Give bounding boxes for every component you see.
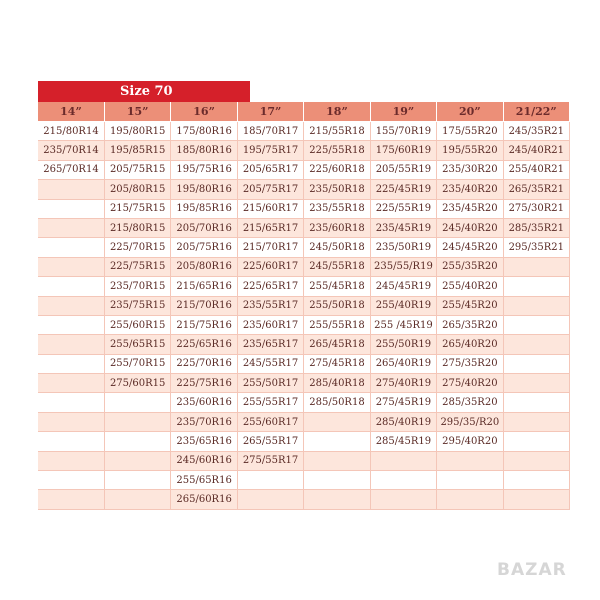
tire-size-cell: 205/80R15 bbox=[104, 180, 170, 199]
tire-size-cell bbox=[104, 393, 170, 412]
tire-size-cell bbox=[38, 296, 104, 315]
tire-size-cell: 285/40R18 bbox=[304, 374, 370, 393]
tire-size-cell: 175/60R19 bbox=[370, 141, 436, 160]
tire-size-cell bbox=[437, 471, 503, 490]
tire-size-cell: 255/65R15 bbox=[104, 335, 170, 354]
tire-size-cell: 235/30R20 bbox=[437, 160, 503, 179]
tire-size-cell: 225/75R16 bbox=[171, 374, 237, 393]
header-17: 17” bbox=[237, 102, 303, 122]
tire-size-cell bbox=[304, 490, 370, 509]
table-row bbox=[38, 354, 570, 373]
tire-size-cell: 295/40R20 bbox=[437, 432, 503, 451]
tire-size-cell bbox=[304, 451, 370, 470]
tire-size-cell: 195/85R15 bbox=[104, 141, 170, 160]
tire-size-cell bbox=[503, 451, 569, 470]
header-20: 20” bbox=[437, 102, 503, 122]
tire-size-cell: 205/75R16 bbox=[171, 238, 237, 257]
tire-size-cell: 265/35R20 bbox=[437, 315, 503, 334]
tire-size-cell: 235/55/R19 bbox=[370, 257, 436, 276]
tire-size-cell bbox=[370, 490, 436, 509]
tire-size-cell bbox=[38, 277, 104, 296]
tire-size-cell: 205/75R17 bbox=[237, 180, 303, 199]
tire-size-cell bbox=[437, 490, 503, 509]
tire-size-cell: 295/35/R20 bbox=[437, 412, 503, 431]
tire-size-cell: 275/60R15 bbox=[104, 374, 170, 393]
tire-size-cell: 235/60R17 bbox=[237, 315, 303, 334]
tire-size-cell: 235/70R14 bbox=[38, 141, 104, 160]
tire-size-cell: 255/60R17 bbox=[237, 412, 303, 431]
tire-size-cell: 205/80R16 bbox=[171, 257, 237, 276]
table-body bbox=[38, 122, 570, 510]
tire-size-cell bbox=[104, 432, 170, 451]
table-row bbox=[38, 490, 570, 509]
tire-size-cell: 245/45R20 bbox=[437, 238, 503, 257]
tire-size-cell bbox=[38, 199, 104, 218]
tire-size-cell: 255/40R21 bbox=[503, 160, 569, 179]
size-banner bbox=[38, 81, 250, 102]
tire-size-cell: 225/45R19 bbox=[370, 180, 436, 199]
tire-size-cell bbox=[503, 393, 569, 412]
tire-size-cell: 275/55R17 bbox=[237, 451, 303, 470]
tire-size-cell: 285/35R20 bbox=[437, 393, 503, 412]
tire-size-cell: 265/40R20 bbox=[437, 335, 503, 354]
tire-size-cell: 245/55R17 bbox=[237, 354, 303, 373]
tire-size-cell: 185/80R16 bbox=[171, 141, 237, 160]
tire-size-cell bbox=[38, 412, 104, 431]
tire-size-cell: 235/50R19 bbox=[370, 238, 436, 257]
tire-size-cell: 235/50R18 bbox=[304, 180, 370, 199]
tire-size-cell: 225/55R18 bbox=[304, 141, 370, 160]
tire-size-cell: 255/50R17 bbox=[237, 374, 303, 393]
table-row bbox=[38, 218, 570, 237]
tire-size-cell: 285/45R19 bbox=[370, 432, 436, 451]
tire-size-cell bbox=[104, 490, 170, 509]
tire-size-cell: 255/50R18 bbox=[304, 296, 370, 315]
tire-size-cell: 205/55R19 bbox=[370, 160, 436, 179]
bazar-watermark: BAZAR bbox=[497, 560, 567, 580]
tire-size-cell: 215/65R17 bbox=[237, 218, 303, 237]
tire-size-cell: 205/70R16 bbox=[171, 218, 237, 237]
tire-size-cell: 255/55R17 bbox=[237, 393, 303, 412]
tire-size-cell bbox=[38, 471, 104, 490]
tire-size-cell: 255/40R19 bbox=[370, 296, 436, 315]
table-row bbox=[38, 257, 570, 276]
tire-size-cell: 195/55R20 bbox=[437, 141, 503, 160]
tire-size-cell bbox=[38, 374, 104, 393]
tire-size-cell: 235/60R18 bbox=[304, 218, 370, 237]
tire-size-cell: 255/40R20 bbox=[437, 277, 503, 296]
tire-size-cell: 175/55R20 bbox=[437, 122, 503, 141]
tire-size-cell: 245/60R16 bbox=[171, 451, 237, 470]
tire-size-cell bbox=[237, 490, 303, 509]
tire-size-cell: 215/80R15 bbox=[104, 218, 170, 237]
table-row bbox=[38, 160, 570, 179]
tire-size-cell: 265/45R18 bbox=[304, 335, 370, 354]
tire-size-cell bbox=[304, 412, 370, 431]
tire-size-cell: 255/35R20 bbox=[437, 257, 503, 276]
tire-size-cell: 245/55R18 bbox=[304, 257, 370, 276]
tire-size-cell bbox=[38, 451, 104, 470]
table-row bbox=[38, 374, 570, 393]
table-row bbox=[38, 393, 570, 412]
tire-size-cell bbox=[38, 490, 104, 509]
tire-size-cell: 265/35R21 bbox=[503, 180, 569, 199]
tire-size-cell: 285/40R19 bbox=[370, 412, 436, 431]
tire-size-cell: 245/50R18 bbox=[304, 238, 370, 257]
tire-size-cell: 235/60R16 bbox=[171, 393, 237, 412]
tire-size-cell: 215/70R17 bbox=[237, 238, 303, 257]
tire-size-cell bbox=[38, 180, 104, 199]
tire-size-cell: 265/60R16 bbox=[171, 490, 237, 509]
tire-size-cell: 275/40R20 bbox=[437, 374, 503, 393]
tire-size-cell: 235/65R16 bbox=[171, 432, 237, 451]
tire-size-cell: 235/70R15 bbox=[104, 277, 170, 296]
tire-size-cell: 185/70R17 bbox=[237, 122, 303, 141]
tire-size-cell: 225/65R16 bbox=[171, 335, 237, 354]
tire-size-cell bbox=[503, 296, 569, 315]
tire-size-cell: 245/35R21 bbox=[503, 122, 569, 141]
size-title: Size 70 bbox=[120, 84, 173, 99]
tire-size-cell bbox=[503, 257, 569, 276]
tire-size-cell: 225/55R19 bbox=[370, 199, 436, 218]
tire-size-cell: 215/75R16 bbox=[171, 315, 237, 334]
tire-size-cell: 295/35R21 bbox=[503, 238, 569, 257]
tire-size-cell: 235/70R16 bbox=[171, 412, 237, 431]
tire-size-cell: 215/60R17 bbox=[237, 199, 303, 218]
tire-size-cell: 255/55R18 bbox=[304, 315, 370, 334]
tire-size-cell: 215/70R16 bbox=[171, 296, 237, 315]
tire-size-cell: 225/65R17 bbox=[237, 277, 303, 296]
tire-size-cell bbox=[237, 471, 303, 490]
tire-size-cell bbox=[38, 393, 104, 412]
header-16: 16” bbox=[171, 102, 237, 122]
tire-size-cell: 255/45R18 bbox=[304, 277, 370, 296]
tire-size-cell: 265/70R14 bbox=[38, 160, 104, 179]
tire-size-cell bbox=[38, 315, 104, 334]
tire-size-cell bbox=[503, 335, 569, 354]
tire-size-cell: 215/65R16 bbox=[171, 277, 237, 296]
tire-size-cell: 225/60R17 bbox=[237, 257, 303, 276]
tire-size-cell: 245/40R20 bbox=[437, 218, 503, 237]
tire-size-cell: 245/40R21 bbox=[503, 141, 569, 160]
tire-size-cell bbox=[370, 451, 436, 470]
header-21-22: 21/22” bbox=[503, 102, 569, 122]
header-18: 18” bbox=[304, 102, 370, 122]
tire-size-cell: 235/45R19 bbox=[370, 218, 436, 237]
tire-size-cell bbox=[38, 238, 104, 257]
tire-size-cell: 235/75R15 bbox=[104, 296, 170, 315]
table-row bbox=[38, 122, 570, 141]
tire-size-cell: 225/70R15 bbox=[104, 238, 170, 257]
tire-size-cell: 275/35R20 bbox=[437, 354, 503, 373]
tire-size-cell bbox=[38, 335, 104, 354]
tire-size-cell bbox=[503, 354, 569, 373]
tire-size-cell: 285/35R21 bbox=[503, 218, 569, 237]
table-row bbox=[38, 238, 570, 257]
table-row bbox=[38, 277, 570, 296]
tire-size-cell bbox=[503, 412, 569, 431]
tire-size-cell bbox=[304, 471, 370, 490]
tire-size-cell bbox=[104, 451, 170, 470]
tire-size-cell: 155/70R19 bbox=[370, 122, 436, 141]
tire-size-cell bbox=[370, 471, 436, 490]
tire-size-cell: 235/55R17 bbox=[237, 296, 303, 315]
table-row bbox=[38, 335, 570, 354]
tire-size-cell: 225/70R16 bbox=[171, 354, 237, 373]
tire-size-cell bbox=[38, 354, 104, 373]
tire-size-cell bbox=[503, 315, 569, 334]
tire-size-cell: 235/40R20 bbox=[437, 180, 503, 199]
tire-size-cell: 205/75R15 bbox=[104, 160, 170, 179]
table-row bbox=[38, 471, 570, 490]
tire-size-cell: 275/40R19 bbox=[370, 374, 436, 393]
tire-size-cell bbox=[304, 432, 370, 451]
tire-size-cell: 225/60R18 bbox=[304, 160, 370, 179]
tire-size-cell bbox=[104, 471, 170, 490]
header-19: 19” bbox=[370, 102, 436, 122]
tire-size-cell bbox=[503, 432, 569, 451]
tire-size-cell: 255/45R20 bbox=[437, 296, 503, 315]
tire-size-cell: 215/55R18 bbox=[304, 122, 370, 141]
tire-size-cell bbox=[104, 412, 170, 431]
tire-size-cell bbox=[38, 218, 104, 237]
table-row bbox=[38, 412, 570, 431]
tire-size-cell: 235/45R20 bbox=[437, 199, 503, 218]
tire-size-cell: 245/45R19 bbox=[370, 277, 436, 296]
tire-size-cell: 195/80R16 bbox=[171, 180, 237, 199]
tire-size-cell: 275/45R18 bbox=[304, 354, 370, 373]
tire-size-cell bbox=[503, 277, 569, 296]
table-row bbox=[38, 315, 570, 334]
tire-size-cell bbox=[503, 471, 569, 490]
tire-size-cell: 225/75R15 bbox=[104, 257, 170, 276]
table-row bbox=[38, 199, 570, 218]
table-row bbox=[38, 296, 570, 315]
tire-size-cell: 195/80R15 bbox=[104, 122, 170, 141]
tire-size-cell: 285/50R18 bbox=[304, 393, 370, 412]
tire-size-cell: 195/75R16 bbox=[171, 160, 237, 179]
tire-size-cell bbox=[38, 257, 104, 276]
tire-size-cell: 255/70R15 bbox=[104, 354, 170, 373]
tire-size-cell bbox=[437, 451, 503, 470]
tire-size-cell: 265/55R17 bbox=[237, 432, 303, 451]
header-14: 14” bbox=[38, 102, 104, 122]
tire-size-cell: 255/60R15 bbox=[104, 315, 170, 334]
tire-size-cell: 275/45R19 bbox=[370, 393, 436, 412]
tire-size-cell bbox=[38, 432, 104, 451]
tire-size-cell: 235/65R17 bbox=[237, 335, 303, 354]
tire-size-cell: 255/50R19 bbox=[370, 335, 436, 354]
header-row bbox=[38, 102, 570, 122]
tire-size-cell: 255/65R16 bbox=[171, 471, 237, 490]
tire-size-cell: 175/80R16 bbox=[171, 122, 237, 141]
tire-size-cell: 235/55R18 bbox=[304, 199, 370, 218]
tire-size-cell: 215/75R15 bbox=[104, 199, 170, 218]
tire-size-cell bbox=[503, 374, 569, 393]
tire-size-cell: 215/80R14 bbox=[38, 122, 104, 141]
tire-size-cell bbox=[503, 490, 569, 509]
table-row bbox=[38, 180, 570, 199]
tire-size-cell: 205/65R17 bbox=[237, 160, 303, 179]
tire-size-cell: 265/40R19 bbox=[370, 354, 436, 373]
table-row bbox=[38, 432, 570, 451]
tire-size-table bbox=[38, 102, 570, 510]
table-row bbox=[38, 451, 570, 470]
tire-size-cell: 275/30R21 bbox=[503, 199, 569, 218]
tire-size-cell: 195/85R16 bbox=[171, 199, 237, 218]
tire-size-cell: 255 /45R19 bbox=[370, 315, 436, 334]
tire-size-cell: 195/75R17 bbox=[237, 141, 303, 160]
header-15: 15” bbox=[104, 102, 170, 122]
table-row bbox=[38, 141, 570, 160]
